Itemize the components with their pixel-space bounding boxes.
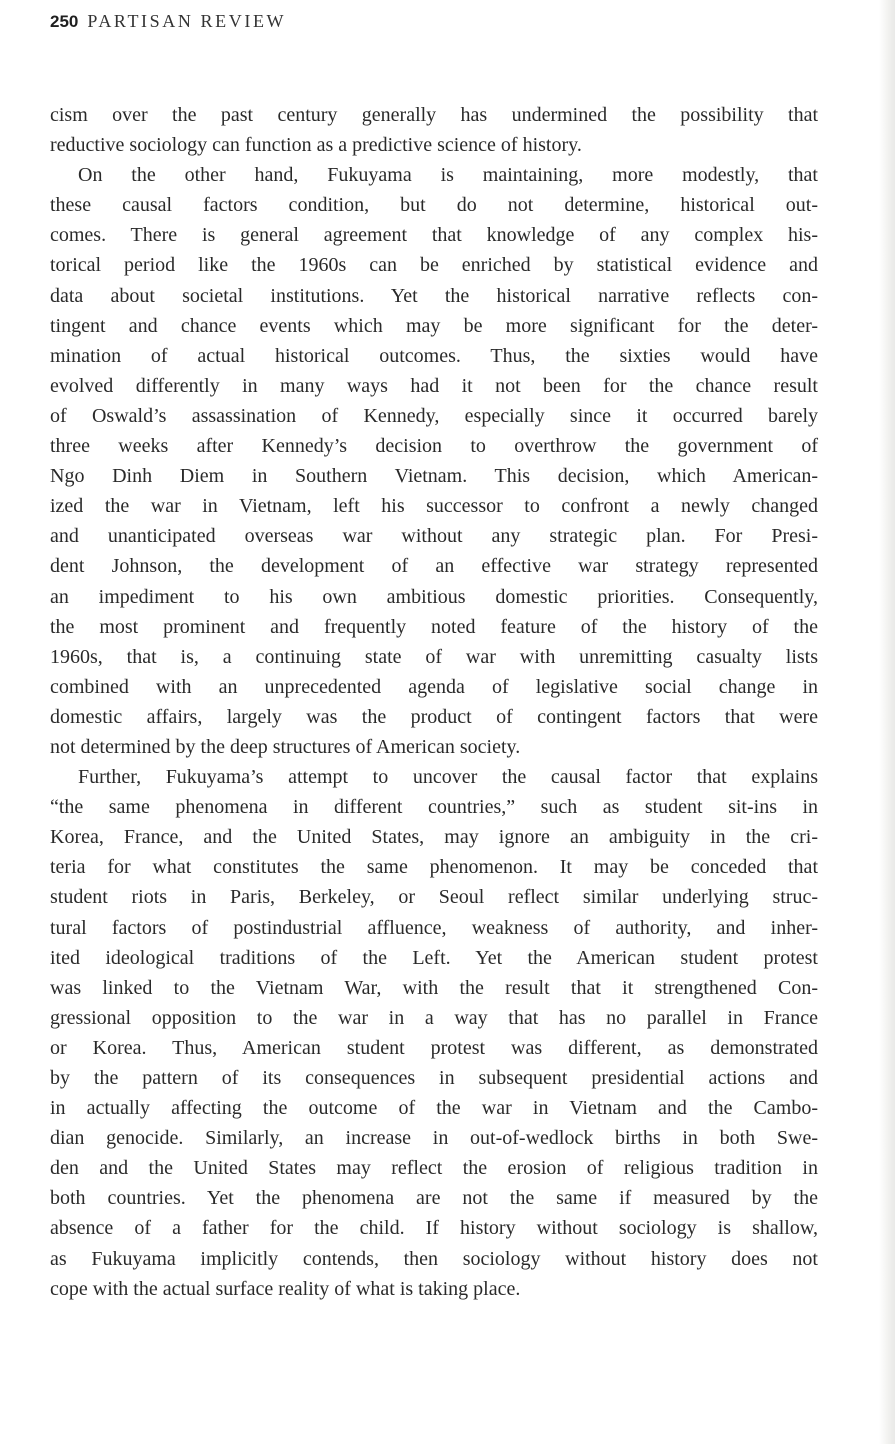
text-line: of Oswald’s assassination of Kennedy, especially since it occurred barely xyxy=(50,404,818,427)
text-line: three weeks after Kennedy’s decision to overthrow the government of xyxy=(50,435,818,458)
text-line: cism over the past century generally has undermined the possibility that xyxy=(50,104,818,126)
text-line: gressional opposition to the war in a way that has no parallel in France xyxy=(50,1006,818,1029)
text-line: ited ideological traditions of the Left. Yet the American student protest xyxy=(50,946,818,969)
text-line: Further, Fukuyama’s attempt to uncover the causal factor that explains xyxy=(78,766,818,789)
text-line: tural factors of postindustrial affluence, weakness of authority, and inher- xyxy=(50,916,818,939)
text-line: or Korea. Thus, American student protest was different, as demonstrated xyxy=(50,1036,818,1059)
text-line: combined with an unprecedented agenda of legislative social change in xyxy=(50,675,818,698)
text-line: not determined by the deep structures of American society. xyxy=(50,735,521,758)
text-line: teria for what constitutes the same phenomenon. It may be conceded that xyxy=(50,856,818,879)
text-line: “the same phenomena in different countries,” such as student sit-ins in xyxy=(50,796,818,819)
text-line: mination of actual historical outcomes. Thus, the sixties would have xyxy=(50,344,818,367)
text-line: ized the war in Vietnam, left his successor to confront a newly changed xyxy=(50,495,818,518)
page-edge-shadow xyxy=(879,0,895,1444)
page-number: 250 xyxy=(50,12,79,31)
text-line: tingent and chance events which may be more significant for the deter- xyxy=(50,314,818,337)
text-line: by the pattern of its consequences in subsequent presidential actions and xyxy=(50,1067,818,1089)
text-line: both countries. Yet the phenomena are not the same if measured by the xyxy=(50,1187,818,1210)
text-line: student riots in Paris, Berkeley, or Seoul reflect similar underlying struc- xyxy=(50,886,818,909)
text-line: as Fukuyama implicitly contends, then sociology without history does not xyxy=(50,1247,818,1270)
text-line: Korea, France, and the United States, may ignore an ambiguity in the cri- xyxy=(50,826,818,849)
text-line: evolved differently in many ways had it not been for the chance result xyxy=(50,374,818,397)
body-text xyxy=(50,100,818,1304)
text-line: den and the United States may reflect the erosion of religious tradition in xyxy=(50,1157,818,1180)
text-line: the most prominent and frequently noted feature of the history of the xyxy=(50,615,818,638)
text-line: was linked to the Vietnam War, with the result that it strengthened Con- xyxy=(50,976,818,999)
text-line: reductive sociology can function as a predictive science of history. xyxy=(50,134,582,157)
text-line: and unanticipated overseas war without any strategic plan. For Presi- xyxy=(50,525,818,548)
text-line: On the other hand, Fukuyama is maintaining, more modestly, that xyxy=(78,164,818,187)
text-line: an impediment to his own ambitious domestic priorities. Consequently, xyxy=(50,585,818,608)
text-line: absence of a father for the child. If history without sociology is shallow, xyxy=(50,1217,818,1240)
text-line: dian genocide. Similarly, an increase in out-of-wedlock births in both Swe- xyxy=(50,1127,818,1150)
text-line: domestic affairs, largely was the product of contingent factors that were xyxy=(50,705,818,728)
text-line: cope with the actual surface reality of what is taking place. xyxy=(50,1277,521,1300)
text-line: data about societal institutions. Yet the historical narrative reflects con- xyxy=(50,284,818,307)
text-line: these causal factors condition, but do not determine, historical out- xyxy=(50,194,818,217)
text-line: 1960s, that is, a continuing state of war with unremitting casualty lists xyxy=(50,645,818,668)
text-line: in actually affecting the outcome of the war in Vietnam and the Cambo- xyxy=(50,1097,818,1120)
journal-title: PARTISAN REVIEW xyxy=(87,11,287,31)
running-head xyxy=(50,8,286,35)
text-line: dent Johnson, the development of an effective war strategy represented xyxy=(50,555,818,578)
text-line: Ngo Dinh Diem in Southern Vietnam. This decision, which American- xyxy=(50,465,818,488)
text-line: torical period like the 1960s can be enriched by statistical evidence and xyxy=(50,254,818,277)
text-line: comes. There is general agreement that knowledge of any complex his- xyxy=(50,224,818,247)
